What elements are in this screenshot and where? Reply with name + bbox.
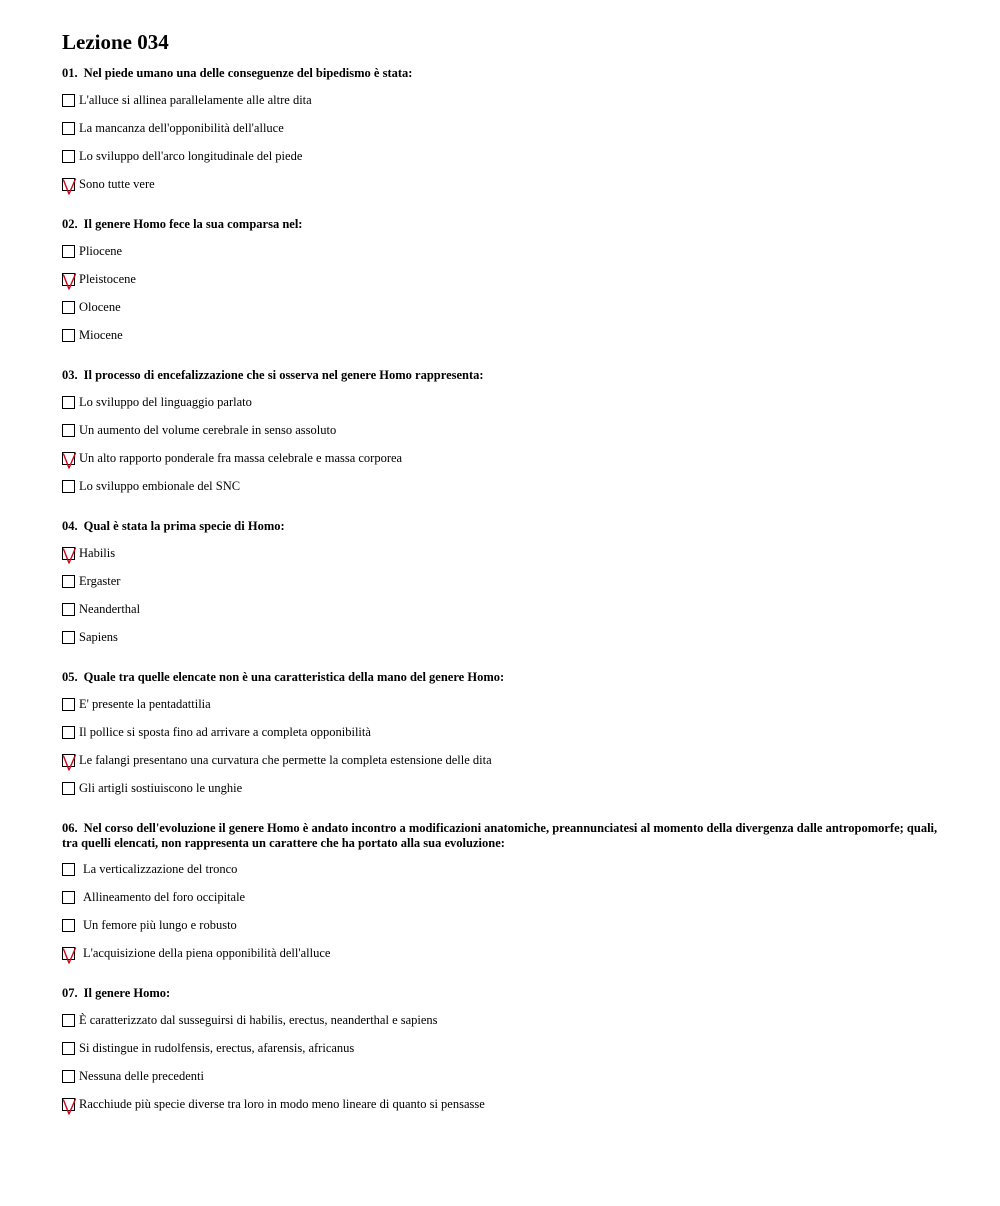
checkbox[interactable] — [62, 726, 75, 739]
answer-text: Un aumento del volume cerebrale in senso assoluto — [79, 422, 337, 437]
checkbox[interactable] — [62, 891, 75, 904]
answer-text: Sono tutte vere — [79, 176, 155, 191]
checkbox[interactable] — [62, 1070, 75, 1083]
checkbox-checked[interactable] — [62, 273, 75, 286]
question-number: 01. — [62, 66, 78, 80]
question-number: 05. — [62, 670, 78, 684]
answer-option[interactable] — [62, 545, 115, 561]
answer-text: Sapiens — [79, 629, 118, 644]
checkbox[interactable] — [62, 863, 75, 876]
question-text: Quale tra quelle elencate non è una caratteristica della mano del genere Homo: — [83, 670, 505, 684]
checkbox[interactable] — [62, 150, 75, 163]
answer-option[interactable] — [62, 780, 242, 796]
answer-text: Le falangi presentano una curvatura che permette la completa estensione delle dita — [79, 752, 492, 767]
answer-option[interactable] — [62, 176, 155, 192]
question-text: Il genere Homo fece la sua comparsa nel: — [83, 217, 303, 231]
checkbox[interactable] — [62, 782, 75, 795]
answer-option[interactable] — [62, 889, 245, 905]
question-4 — [62, 519, 942, 534]
checkmark-icon — [62, 272, 77, 291]
question-number: 06. — [62, 821, 78, 835]
answer-option[interactable] — [62, 917, 237, 933]
checkbox[interactable] — [62, 919, 75, 932]
checkbox[interactable] — [62, 1042, 75, 1055]
question-number: 02. — [62, 217, 78, 231]
checkbox[interactable] — [62, 396, 75, 409]
checkmark-icon — [62, 451, 77, 470]
answer-option[interactable] — [62, 478, 240, 494]
checkmark-icon — [62, 1097, 77, 1116]
question-text: Il processo di encefalizzazione che si osserva nel genere Homo rappresenta: — [83, 368, 484, 382]
answer-text: Nessuna delle precedenti — [79, 1068, 204, 1083]
answer-text: E' presente la pentadattilia — [79, 696, 211, 711]
checkbox[interactable] — [62, 245, 75, 258]
page-title: Lezione 034 — [62, 30, 169, 54]
answer-text: Il pollice si sposta fino ad arrivare a completa opponibilità — [79, 724, 371, 739]
checkbox[interactable] — [62, 631, 75, 644]
answer-text: Allineamento del foro occipitale — [83, 889, 246, 904]
answer-text: Ergaster — [79, 573, 121, 588]
question-number: 07. — [62, 986, 78, 1000]
answer-option[interactable] — [62, 243, 122, 259]
checkmark-icon — [62, 177, 77, 196]
answer-option[interactable] — [62, 573, 120, 589]
answer-option[interactable] — [62, 724, 371, 740]
answer-text: Racchiude più specie diverse tra loro in modo meno lineare di quanto si pensasse — [79, 1096, 485, 1111]
answer-option[interactable] — [62, 1096, 485, 1112]
checkbox-checked[interactable] — [62, 754, 75, 767]
question-text: Qual è stata la prima specie di Homo: — [83, 519, 285, 533]
checkbox[interactable] — [62, 698, 75, 711]
answer-text: Gli artigli sostiuiscono le unghie — [79, 780, 243, 795]
question-1 — [62, 66, 942, 81]
checkmark-icon — [62, 946, 77, 965]
checkbox-checked[interactable] — [62, 452, 75, 465]
answer-text: L'alluce si allinea parallelamente alle altre dita — [79, 92, 312, 107]
checkbox[interactable] — [62, 1014, 75, 1027]
answer-option[interactable] — [62, 1068, 204, 1084]
answer-option[interactable] — [62, 752, 492, 768]
answer-text: L'acquisizione della piena opponibilità dell'alluce — [83, 945, 331, 960]
question-7 — [62, 986, 942, 1001]
question-3 — [62, 368, 942, 383]
answer-option[interactable] — [62, 394, 252, 410]
answer-option[interactable] — [62, 696, 211, 712]
answer-text: Olocene — [79, 299, 121, 314]
question-text: Nel corso dell'evoluzione il genere Homo è andato incontro a modificazioni anatomiche, preannunciatesi al momento della divergenza dalle antropomorfe; quali, tra quelli elencati, non rappresenta un carattere che ha portato alla sua evoluzione: — [62, 821, 938, 850]
answer-option[interactable] — [62, 945, 330, 961]
answer-option[interactable] — [62, 1040, 354, 1056]
checkbox[interactable] — [62, 122, 75, 135]
checkmark-icon — [62, 753, 77, 772]
answer-text: Habilis — [79, 545, 116, 560]
checkbox[interactable] — [62, 301, 75, 314]
answer-option[interactable] — [62, 92, 312, 108]
checkbox[interactable] — [62, 575, 75, 588]
answer-text: Lo sviluppo embionale del SNC — [79, 478, 241, 493]
checkbox-checked[interactable] — [62, 1098, 75, 1111]
answer-text: Un femore più lungo e robusto — [83, 917, 237, 932]
answer-option[interactable] — [62, 861, 237, 877]
answer-option[interactable] — [62, 601, 140, 617]
answer-option[interactable] — [62, 299, 121, 315]
question-number: 04. — [62, 519, 78, 533]
answer-text: Un alto rapporto ponderale fra massa celebrale e massa corporea — [79, 450, 403, 465]
answer-option[interactable] — [62, 327, 123, 343]
answer-text: Neanderthal — [79, 601, 141, 616]
question-text: Nel piede umano una delle conseguenze del bipedismo è stata: — [83, 66, 413, 80]
answer-option[interactable] — [62, 120, 284, 136]
question-6 — [62, 821, 942, 851]
checkbox-checked[interactable] — [62, 947, 75, 960]
answer-option[interactable] — [62, 422, 336, 438]
answer-text: Pleistocene — [79, 271, 136, 286]
question-text: Il genere Homo: — [83, 986, 171, 1000]
answer-option[interactable] — [62, 450, 402, 466]
answer-option[interactable] — [62, 148, 302, 164]
answer-option[interactable] — [62, 271, 136, 287]
answer-text: È caratterizzato dal susseguirsi di habilis, erectus, neanderthal e sapiens — [79, 1012, 438, 1027]
answer-text: La mancanza dell'opponibilità dell'alluce — [79, 120, 284, 135]
checkbox-checked[interactable] — [62, 178, 75, 191]
checkbox[interactable] — [62, 94, 75, 107]
checkbox[interactable] — [62, 424, 75, 437]
question-number: 03. — [62, 368, 78, 382]
checkmark-icon — [62, 546, 77, 565]
checkbox[interactable] — [62, 603, 75, 616]
checkbox[interactable] — [62, 480, 75, 493]
answer-text: Lo sviluppo dell'arco longitudinale del piede — [79, 148, 303, 163]
checkbox-checked[interactable] — [62, 547, 75, 560]
answer-option[interactable] — [62, 1012, 438, 1028]
question-2 — [62, 217, 942, 232]
answer-text: Pliocene — [79, 243, 123, 258]
checkbox[interactable] — [62, 329, 75, 342]
question-5 — [62, 670, 942, 685]
answer-option[interactable] — [62, 629, 118, 645]
answer-text: La verticalizzazione del tronco — [83, 861, 238, 876]
answer-text: Miocene — [79, 327, 123, 342]
answer-text: Lo sviluppo del linguaggio parlato — [79, 394, 252, 409]
answer-text: Si distingue in rudolfensis, erectus, afarensis, africanus — [79, 1040, 355, 1055]
